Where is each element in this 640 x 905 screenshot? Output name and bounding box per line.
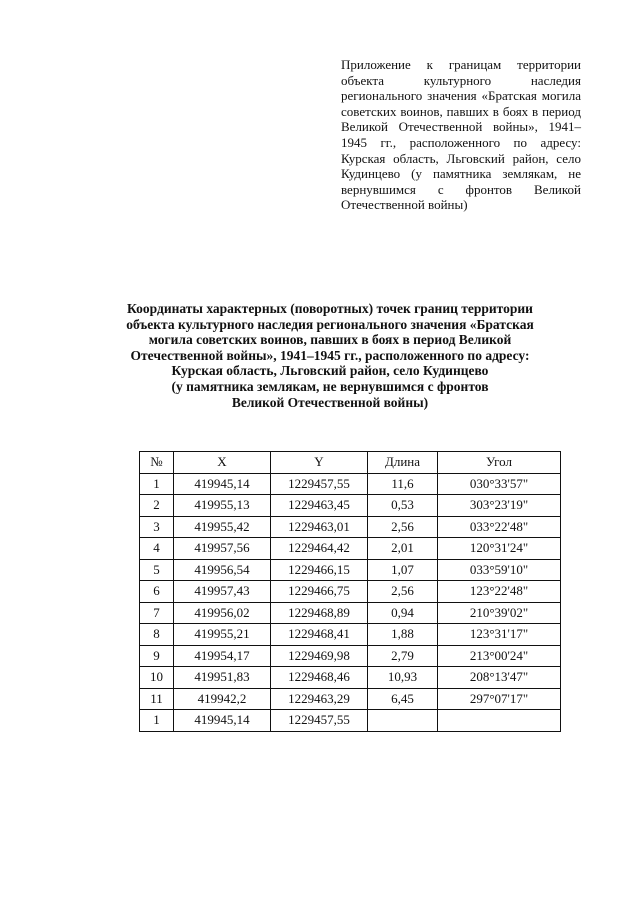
cell-length: 0,53 [368, 495, 438, 517]
table-row [140, 495, 561, 517]
header-angle: Угол [438, 452, 561, 474]
cell-length: 1,88 [368, 624, 438, 646]
cell-angle: 210°39'02" [438, 602, 561, 624]
document-title [100, 301, 560, 410]
table-row [140, 559, 561, 581]
table-row [140, 473, 561, 495]
table-header-row [140, 452, 561, 474]
cell-x: 419951,83 [174, 667, 271, 689]
cell-y: 1229466,75 [271, 581, 368, 603]
title-line: могила советских воинов, павших в боях в период Великой [148, 332, 512, 348]
cell-x: 419945,14 [174, 473, 271, 495]
appendix-text: Приложение к границам территории объекта культурного наследия регионального значения «Братская могила советских воинов, павших в боях в период Великой Отечественной войны», 1941–1945 гг., расположенного по адресу: Курская область, Льговский район, село Кудинцево (у памятника землякам, не вернувшимся с фронтов Великой Отечественной войны) [341, 57, 581, 213]
cell-x: 419955,42 [174, 516, 271, 538]
cell-x: 419945,14 [174, 710, 271, 732]
cell-length: 2,56 [368, 516, 438, 538]
table-row [140, 516, 561, 538]
cell-angle: 213°00'24" [438, 645, 561, 667]
table-row [140, 710, 561, 732]
cell-y: 1229469,98 [271, 645, 368, 667]
cell-number: 9 [140, 645, 174, 667]
header-length: Длина [368, 452, 438, 474]
cell-number: 7 [140, 602, 174, 624]
title-line: Великой Отечественной войны) [231, 394, 429, 410]
appendix-note [341, 57, 581, 213]
cell-y: 1229457,55 [271, 710, 368, 732]
cell-number: 3 [140, 516, 174, 538]
cell-number: 11 [140, 688, 174, 710]
cell-number: 8 [140, 624, 174, 646]
cell-number: 10 [140, 667, 174, 689]
cell-x: 419955,21 [174, 624, 271, 646]
cell-x: 419955,13 [174, 495, 271, 517]
cell-angle: 303°23'19" [438, 495, 561, 517]
cell-x: 419957,56 [174, 538, 271, 560]
cell-number: 6 [140, 581, 174, 603]
cell-x: 419957,43 [174, 581, 271, 603]
title-line: Отечественной войны», 1941–1945 гг., расположенного по адресу: [130, 347, 530, 363]
cell-number: 5 [140, 559, 174, 581]
cell-x: 419954,17 [174, 645, 271, 667]
cell-length: 11,6 [368, 473, 438, 495]
cell-length: 2,01 [368, 538, 438, 560]
cell-length: 6,45 [368, 688, 438, 710]
cell-angle: 120°31'24" [438, 538, 561, 560]
cell-number: 1 [140, 473, 174, 495]
cell-x: 419956,54 [174, 559, 271, 581]
table-row [140, 602, 561, 624]
cell-y: 1229466,15 [271, 559, 368, 581]
table-body [140, 473, 561, 731]
cell-length: 1,07 [368, 559, 438, 581]
cell-x: 419956,02 [174, 602, 271, 624]
cell-y: 1229468,46 [271, 667, 368, 689]
cell-angle: 297°07'17" [438, 688, 561, 710]
cell-y: 1229463,29 [271, 688, 368, 710]
cell-y: 1229468,89 [271, 602, 368, 624]
table-row [140, 688, 561, 710]
coordinates-table [139, 451, 561, 732]
cell-angle: 033°22'48" [438, 516, 561, 538]
title-line: Курская область, Льговский район, село Кудинцево [171, 363, 489, 379]
cell-y: 1229463,45 [271, 495, 368, 517]
title-line: Координаты характерных (поворотных) точек границ территории [127, 301, 533, 316]
cell-x: 419942,2 [174, 688, 271, 710]
cell-y: 1229464,42 [271, 538, 368, 560]
cell-angle [438, 710, 561, 732]
cell-length: 0,94 [368, 602, 438, 624]
header-x: X [174, 452, 271, 474]
header-y: Y [271, 452, 368, 474]
table-row [140, 624, 561, 646]
cell-length: 2,79 [368, 645, 438, 667]
cell-number: 4 [140, 538, 174, 560]
table-row [140, 581, 561, 603]
cell-y: 1229468,41 [271, 624, 368, 646]
cell-number: 1 [140, 710, 174, 732]
cell-number: 2 [140, 495, 174, 517]
cell-angle: 123°22'48" [438, 581, 561, 603]
cell-angle: 123°31'17" [438, 624, 561, 646]
table-row [140, 538, 561, 560]
cell-y: 1229463,01 [271, 516, 368, 538]
table-row [140, 667, 561, 689]
table-row [140, 645, 561, 667]
cell-length: 10,93 [368, 667, 438, 689]
cell-angle: 208°13'47" [438, 667, 561, 689]
cell-angle: 033°59'10" [438, 559, 561, 581]
cell-length: 2,56 [368, 581, 438, 603]
header-number: № [140, 452, 174, 474]
cell-y: 1229457,55 [271, 473, 368, 495]
cell-angle: 030°33'57" [438, 473, 561, 495]
title-line: (у памятника землякам, не вернувшимся с фронтов [171, 378, 489, 394]
title-line: объекта культурного наследия регионального значения «Братская [126, 316, 534, 332]
cell-length [368, 710, 438, 732]
